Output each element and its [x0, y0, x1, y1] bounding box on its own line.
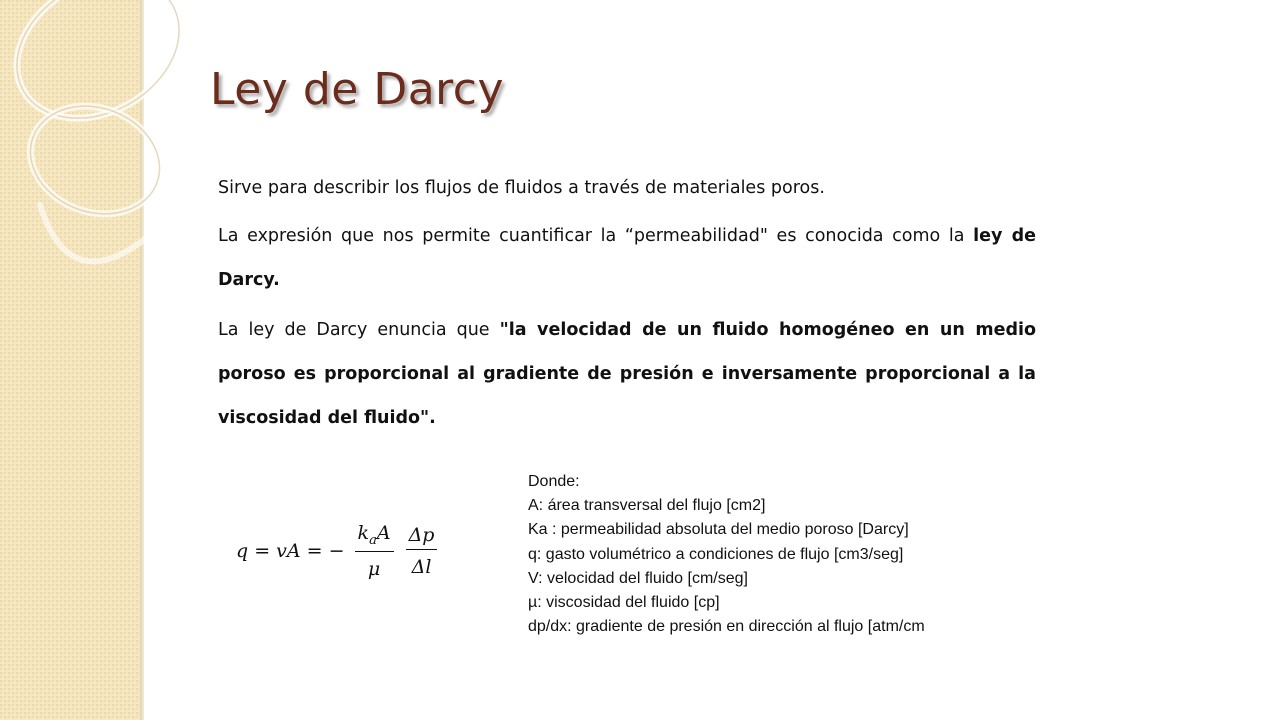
paragraph-law-text: La ley de Darcy enuncia que — [218, 320, 500, 340]
variables-legend — [528, 470, 1088, 639]
formula-fraction-permeability — [355, 522, 394, 580]
legend-item: A: área transversal del flujo [cm2] — [528, 497, 766, 515]
darcy-formula — [236, 522, 439, 580]
paragraph-law-statement — [218, 308, 1036, 440]
paragraph-description: Sirve para describir los flujos de fluidos a través de materiales poros. — [218, 178, 825, 198]
fraction-numerator — [355, 522, 394, 552]
legend-item: dp/dx: gradiente de presión en dirección al flujo [atm/cm — [528, 618, 925, 636]
paragraph-expression — [218, 214, 1036, 302]
paragraph-expression-bold: ley de Darcy. — [218, 226, 1037, 290]
formula-lhs: q = vA = − — [236, 539, 345, 562]
fraction-area-symbol: A — [376, 522, 391, 544]
fraction-k-subscript: a — [369, 532, 377, 548]
fraction-denominator: μ — [367, 557, 381, 580]
legend-item: µ: viscosidad del fluido [cp] — [528, 594, 720, 612]
legend-item: V: velocidad del fluido [cm/seg] — [528, 569, 748, 587]
gradient-denominator: Δl — [411, 555, 432, 578]
legend-item: q: gasto volumétrico a condiciones de flujo [cm3/seg] — [528, 545, 904, 563]
fraction-k-symbol: k — [357, 522, 370, 544]
gradient-numerator: Δp — [406, 524, 438, 550]
formula-fraction-gradient — [406, 524, 438, 578]
legend-item: Ka : permeabilidad absoluta del medio poroso [Darcy] — [528, 521, 909, 539]
slide-body — [218, 170, 1036, 446]
paragraph-law-bold: "la velocidad de un fluido homogéneo en un medio poroso es proporcional al gradiente de presión e inversamente proporcional a la viscosidad del fluido". — [218, 320, 1036, 428]
paragraph-expression-text: La expresión que nos permite cuantificar la “permeabilidad" es conocida como la — [218, 226, 974, 246]
slide-title: Ley de Darcy — [210, 64, 505, 115]
legend-heading: Donde: — [528, 473, 580, 490]
decorative-rings-graphic — [0, 0, 200, 720]
